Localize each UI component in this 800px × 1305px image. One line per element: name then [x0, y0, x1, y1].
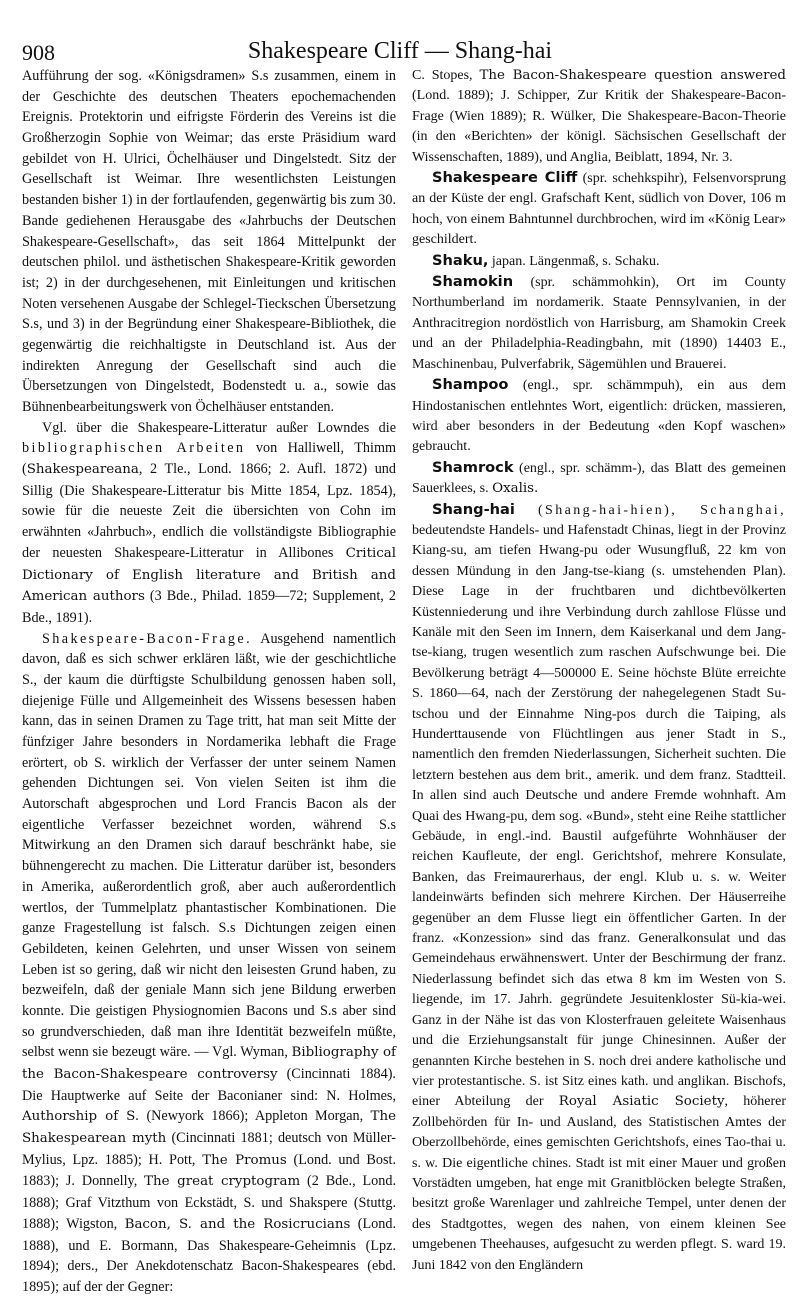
roman-title: Royal Asiatic Society: [558, 1094, 725, 1110]
paragraph: [22, 629, 396, 1298]
entry-shang-hai: [412, 500, 786, 1276]
roman-title: The Shakespearean myth: [22, 1109, 396, 1147]
entry-text: (spr. schehkspihr), Felsenvorsprung an der Küste der engl. Grafschaft Kent, südlich von Dover, 106 m hoch, von einem Bahntunnel durchbrochen, wird im «König Lear» geschildert.: [412, 171, 787, 248]
paragraph: [22, 66, 396, 418]
paragraph: [412, 66, 786, 168]
roman-title: The Bacon-Shakespeare question answered: [479, 68, 786, 83]
text-run: (Lond. 1888), und E. Bormann, Das Shakespeare-Geheimnis (Lpz. 1894); ders., Der Anekdotenschatz Bacon-Shakespeares (ebd. 1895); auf der der Gegner:: [22, 1215, 396, 1295]
text-run: (Newyork 1866); Appleton Morgan,: [139, 1108, 371, 1125]
entry-headword: Shang-hai: [432, 500, 515, 518]
text-run: (Lond. und Bost. 1883); J. Donnelly,: [22, 1151, 396, 1190]
entry-headword: Shaku,: [432, 251, 489, 269]
text-run: (Lond. 1889); J. Schipper, Zur Kritik der Shakespeare-Bacon-Frage (Wien 1889); R. Wülker, Die Shakespeare-Bacon-Theorie (in den «Berichten» der königl. Sächsischen Gesellschaft der Wissenschaften, 1889), und Anglia, Beiblatt, 1894, Nr. 3.: [412, 88, 786, 165]
text-run: (2 Bde., Lond. 1888); Graf Vitzthum von Eckstädt, S. und Shakspere (Stuttg. 1888); Wigston,: [22, 1173, 397, 1232]
roman-title: Oxalis.: [492, 481, 539, 497]
left-column: [22, 66, 396, 1298]
entry-shamokin: [412, 272, 786, 375]
paragraph: [22, 418, 396, 629]
entry-headword: Shamokin: [432, 273, 514, 291]
text-run: (Cincinnati 1881; deutsch von Müller-Mylius, Lpz. 1885); H. Pott,: [22, 1130, 396, 1168]
text-run: von Halliwell, Thimm (: [22, 440, 397, 478]
entry-text: (engl., spr. schämm-), das Blatt des gemeinen Sauerklees, s.: [412, 460, 786, 497]
text-run: Vgl. über die Shakespeare-Litteratur außer Lowndes die: [42, 419, 396, 436]
entry-shakespeare-cliff: [412, 168, 786, 251]
text-run: C. Stopes,: [412, 68, 480, 83]
spaced-heading: bibliographischen Arbeiten: [22, 440, 246, 457]
roman-title: The Promus: [202, 1152, 287, 1168]
right-column: [412, 66, 786, 1276]
page-number: 908: [22, 40, 55, 65]
text-run: Ausgehend namentlich davon, daß es sich schwer erklären läßt, wie der geschichtliche S., der kaum die dürftigste Schulbildung genossen haben soll, diejenige Fülle und Allgemeinheit des Wissens besessen haben kann, das in seinen Dramen zu Tage tritt, hat man seit Mitte der fünfziger Jahre besonders in Nordamerika lebhaft die Frage erörtert, ob S. wirklich der Verfasser der unter seinem Namen gehenden Dichtungen sei. Von vielen Seiten ist ihm die Autorschaft abgesprochen und Lord Francis Bacon als der eigentliche Verfasser bezeichnet worden, während S.s Mitwirkung an den Dramen sich darauf beschränkt habe, sie bühnengerecht zu machen. Die Litteratur darüber ist, besonders in Amerika, außerordentlich groß, aber auch außerordentlich wertlos, der Tummelplatz phantastischer Kombinationen. Die ganze Fragestellung ist falsch. S.s Dichtungen zeigen einen Gebildeten, keinen Gelehrten, und unser Wissen von seinem Leben ist so gering, daß wir nicht den leisesten Grund haben, zu bezweifeln, daß der geniale Mann sich jene Bildung erwerben konnte. Die geistigen Physiognomien Bacons und S.s aber sind so grundverschieden, daß man ihre Identität bezweifeln müßte, selbst wenn sie bezeugt wäre. — Vgl. Wyman,: [22, 630, 396, 1061]
roman-title: The great cryptogram: [144, 1174, 301, 1190]
entry-headword: Shampoo: [432, 376, 509, 394]
text-run: (Cincinnati 1884). Die Hauptwerke auf Seite der Baconianer sind: N. Holmes,: [22, 1066, 396, 1104]
entry-shampoo: [412, 375, 786, 458]
roman-title: Authorship of S.: [22, 1109, 140, 1125]
page-header: [0, 0, 800, 70]
entry-shaku: [412, 251, 786, 272]
entry-shamrock: [412, 458, 786, 500]
text-run: (3 Bde., Philad. 1859—72; Supplement, 2 Bde., 1891).: [22, 588, 396, 626]
roman-title: Bibliography of the Bacon-Shakespeare controversy: [22, 1045, 396, 1082]
running-title: Shakespeare Cliff — Shang-hai: [247, 38, 553, 64]
roman-title: Critical Dictionary of English literature and British and American authors: [22, 545, 396, 605]
roman-title: Bacon, S. and the Rosicrucians: [124, 1216, 351, 1232]
entry-text: japan. Längenmaß, s. Schaku.: [488, 253, 660, 269]
roman-title: Shakespeareana: [26, 462, 139, 478]
text-run: , 2 Tle., Lond. 1866; 2. Aufl. 1872) und Sillig (Die Shakespeare-Litteratur bis Mitte 1854, Lpz. 1854), sowie für die neueste Zeit die übersichten von Cohn im erwähnten «Jahrbuch», endlich die vollständigste Bibliographie der neuesten Shakespeare-Litteratur in Allibones: [22, 461, 396, 561]
paragraph-text: Aufführung der sog. «Königsdramen» S.s zusammen, einem in der Geschichte des deutschen Theaters epochemachenden Ereignis. Protektorin und eifrigste Förderin des Vereins ist die Großherzogin Sophie von Weimar; das erste Präsidium ward gebildet von H. Ulrici, Öchelhäuser und Dingelstedt. Sitz der Gesellschaft ist Weimar. Ihre wesentlichsten Leistungen bestanden bisher 1) in der fortlaufenden, gegenwärtig bis zum 30. Bande gediehenen Herausgabe des «Jahrbuchs der Deutschen Shakespeare-Gesellschaft», das seit 1864 Mittelpunkt der deutschen philol. und ästhetischen Shakespeare-Kritik geworden ist; 2) in der durchgesehenen, mit Einleitungen und kritischen Noten versehenen Ausgabe der Schlegel-Tieckschen Übersetzung S.s, und 3) in der Begründung einer Shakespeare-Bibliothek, die gegenwärtig die reichhaltigste in Deutschland ist. Aus der indirekten Anregung der Gesellschaft sind auch die Übersetzungen von Dingelstedt, Bodenstedt u. a., sowie das Bühnenbearbeitungswerk von Öchelhäuser entstanden.: [22, 68, 396, 415]
entry-text: (spr. schämmohkin), Ort im County Northumberland im nordamerik. Staate Pennsylvanien, in der Anthracitregion nordöstlich von Harrisburg, am Shamokin Creek und an der Philadelphia-Readingbahn, mit (1890) 14403 E., Maschinenbau, Pulverfabrik, Sägemühlen und Brauerei.: [412, 275, 786, 372]
entry-headword: Shakespeare Cliff: [432, 169, 578, 187]
entry-text: (engl., spr. schämmpuh), ein aus dem Hindostanischen entlehntes Wort, eigentlich: drücken, massieren, wird aber besonders in der Bedeutung «den Kopf waschen» gebraucht.: [412, 378, 786, 455]
entry-headword: Shamrock: [432, 458, 514, 476]
entry-text: , höherer Zollbehörden für In- und Ausland, des Statistischen Amtes der Oberzollbehörde, eines gemischten Gerichtshofs, eines Tao-thai u. s. w. Die eigentliche chines. Stadt ist mit einer Mauer und großen Vorstädten umgeben, hat enge mit Granitblöcken belegte Straßen, besitzt große Warenlager und zahlreiche Tempel, unter denen der des Stadtgottes, wegen des nahen, von einem kleinen See umgebenen Theehauses, aufgesucht zu werden pflegt. S. ward 19. Juni 1842 von den Engländern: [412, 1094, 786, 1273]
spaced-heading: Shakespeare-Bacon-Frage.: [42, 630, 253, 647]
spaced-heading: (Shang-hai-hien), Schanghai,: [514, 502, 786, 518]
entry-text: bedeutendste Handels- und Hafenstadt Chinas, liegt in der Provinz Kiang-su, am tiefen Hwang-pu oder Wusungfluß, 22 km von dessen Mündung in den Jang-tse-kiang (s. umstehenden Plan). Diese Lage in der fruchtbaren und dichtbevölkerten Küstenniederung und ihre Verbindung durch zahllose Flüsse und Kanäle mit den Seen im Innern, dem Kaiserkanal und dem Jang-tse-kiang, trugen wesentlich zum raschen Aufschwunge bei. Die Bevölkerung beträgt 4—500000 E. Seine höchste Blüte erreichte S. 1860—64, nach der Zerstörung der nahegelegenen Stadt Su-tschou und der Einnahme Ning-pos durch die Taiping, als Hunderttausende von Flüchtlingen aus jener Stadt in S., namentlich den fremden Niederlassungen, Sicherheit suchten. Die letztern bestehen aus dem brit., amerik. und dem franz. Stadtteil. In allen sind auch Deutsche und andere Fremde wohnhaft. Am Quai des Hwang-pu, dem sog. «Bund», steht eine Reihe stattlicher Gebäude, in engl.-ind. Baustil aufgeführte Wohnhäuser der reichen Kaufleute, der engl. Gerichtshof, mehrere Konsulate, Banken, das Freimaurerhaus, der engl. Klub u. s. w. Weiter landeinwärts befinden sich mehrere Kirchen. Der Häuserreihe gegenüber an dem Flusse liegt ein öffentlicher Garten. In der franz. «Konzession» sind das franz. Generalkonsulat und das Gemeindehaus erwähnenswert. Unter der Beschirmung der franz. Niederlassung befindet sich das etwa 8 km im Westen von S. liegende, im 17. Jahrh. gegründete Jesuitenkloster Sü-kia-wei. Ganz in der Nähe ist das von Klosterfrauen geleitete Waisenhaus und die Erziehungsanstalt für junge Chinesinnen. Außer der genannten Kirche bestehen in S. noch drei andere katholische und vier protestantische. S. ist Sitz eines kath. und anglikan. Bischofs, einer Abteilung der: [412, 522, 786, 1110]
